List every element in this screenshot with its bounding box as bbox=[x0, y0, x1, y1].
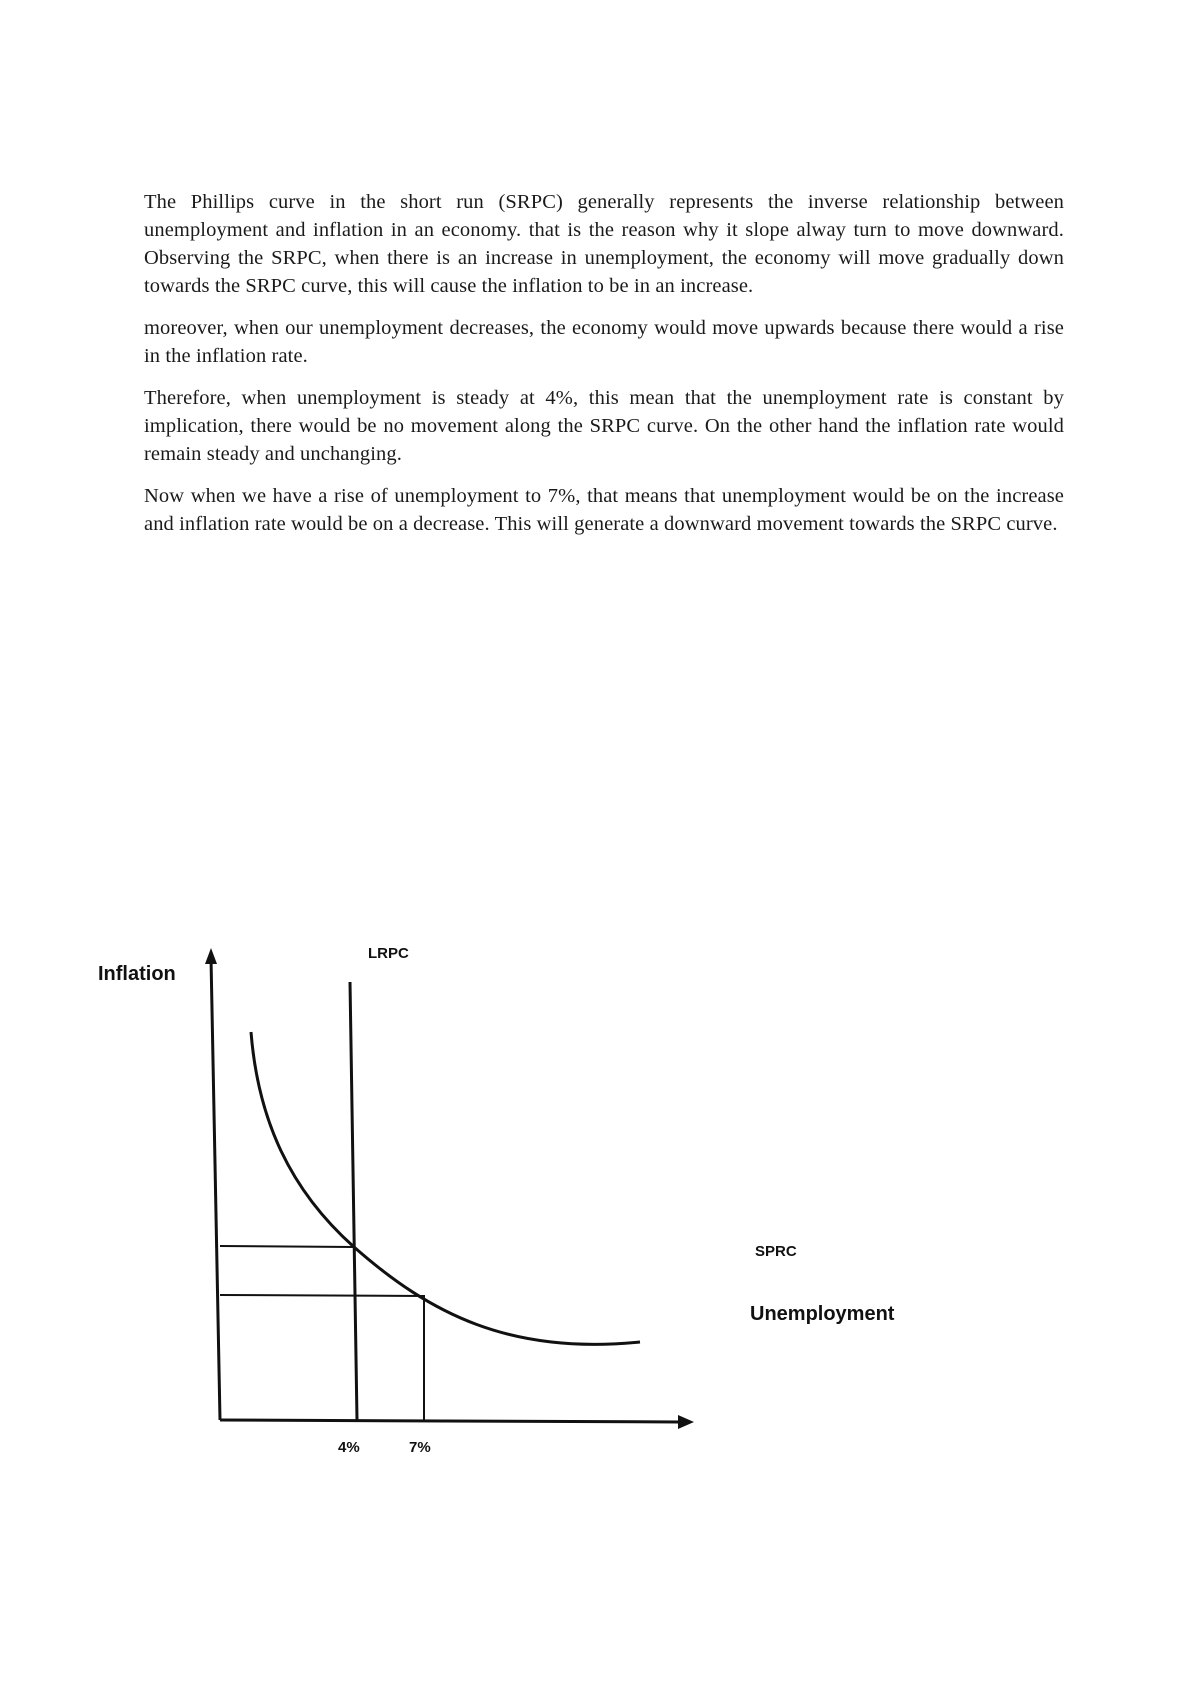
sprc-label: SPRC bbox=[755, 1243, 797, 1260]
srpc-curve bbox=[251, 1032, 640, 1344]
paragraph-3: Therefore, when unemployment is steady at 4%, this mean that the unemployment rate is constant by implication, there would be no movement along the SRPC curve. On the other hand the inflation rate would remain steady and unchanging. bbox=[144, 387, 1064, 465]
lrpc-label: LRPC bbox=[368, 945, 409, 962]
x-axis-label: Unemployment bbox=[750, 1303, 895, 1325]
guide-horizontal-lower bbox=[220, 1295, 425, 1296]
phillips-curve-diagram bbox=[0, 920, 1200, 1456]
paragraph-1: The Phillips curve in the short run (SRPC) generally represents the inverse relationship between unemployment and inflation in an economy. that is the reason why it slope alway turn to move downward. Observing the SRPC, when there is an increase in unemployment, the economy will move gradually down towards the SRPC curve, this will cause the inflation to be in an increase. bbox=[144, 191, 1064, 297]
guide-horizontal-upper bbox=[220, 1246, 354, 1247]
paragraph-4: Now when we have a rise of unemployment to 7%, that means that unemployment would be on the increase and inflation rate would be on a decrease. This will generate a downward movement towards the SRPC curve. bbox=[144, 485, 1064, 535]
paragraph-2: moreover, when our unemployment decreases, the economy would move upwards because there would a rise in the inflation rate. bbox=[144, 317, 1064, 367]
tick-label-7: 7% bbox=[409, 1439, 431, 1456]
x-axis bbox=[220, 1420, 680, 1422]
y-axis-arrow bbox=[205, 948, 217, 964]
body-text bbox=[144, 188, 1064, 552]
tick-label-4: 4% bbox=[338, 1439, 360, 1456]
y-axis-label: Inflation bbox=[98, 963, 176, 985]
y-axis bbox=[211, 958, 220, 1420]
x-axis-arrow bbox=[678, 1415, 694, 1429]
lrpc-line bbox=[350, 982, 357, 1420]
